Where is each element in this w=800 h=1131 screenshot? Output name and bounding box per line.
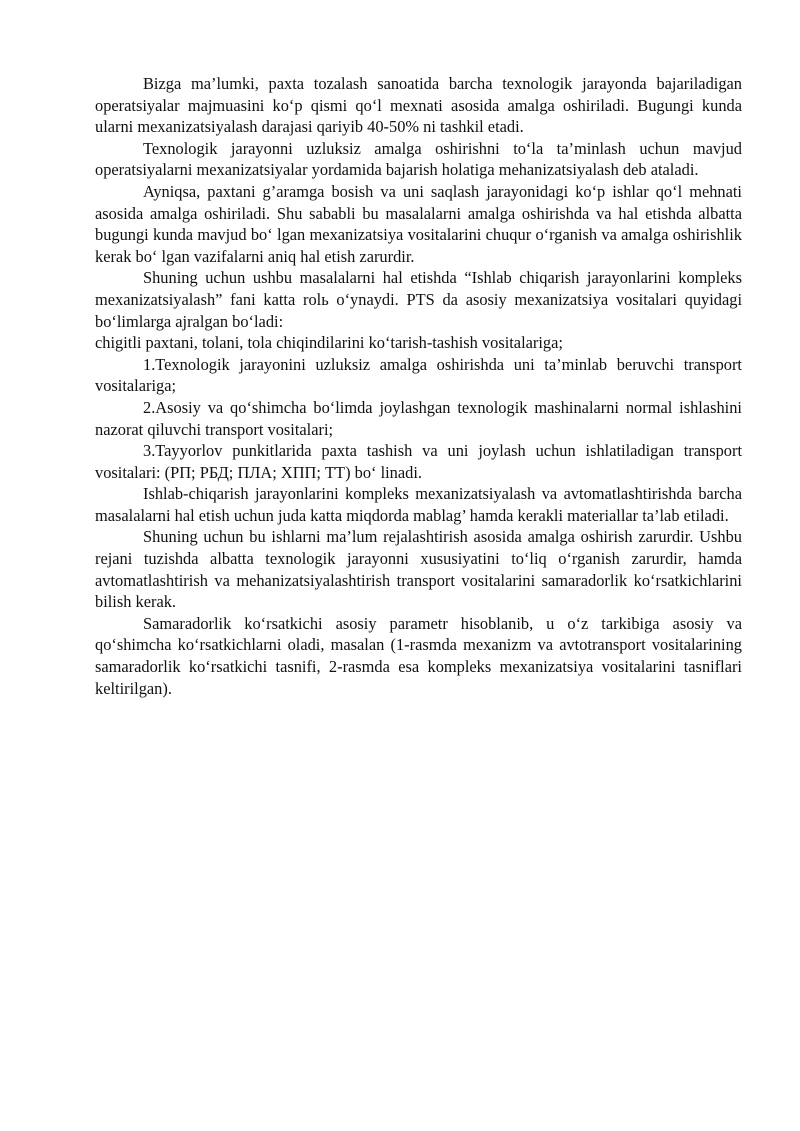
paragraph-course-role: Shuning uchun ushbu masalalarni hal etishda “Ishlab chiqarish jarayonlarini kompleks mexanizatsiyalash” fani katta rolь o‘ynaydi. PTS da asosiy mexanizatsiya vositalari quyidagi bo‘limlarga ajralgan bo‘ladi: (95, 268, 742, 331)
paragraph-efficiency: Samaradorlik ko‘rsatkichi asosiy parametr hisoblanib, u o‘z tarkibiga asosiy va qo‘shimcha ko‘rsatkichlarni oladi, masalan (1-rasmda mexanizm va avtotransport vositalarining samaradorlik ko‘rsatkichi tasnifi, 2-rasmda esa kompleks mexanizatsiya vositalarini tasniflari keltirilgan). (95, 613, 742, 698)
paragraph-planning: Shuning uchun bu ishlarni ma’lum rejalashtirish asosida amalga oshirish zarurdir. Ushbu rejani tuzishda albatta texnologik jarayonni xususiyatini to‘liq o‘rganish zarurdir, hamda avtomatlashtirish va mehanizatsiyalashtirish transport vositalarini samaradorlik ko‘rsatkichlarini bilish kerak. (95, 527, 742, 612)
list-item-3: 3.Tayyorlov punkitlarida paxta tashish va uni joylash uchun ishlatiladigan transport vositalari: (РП; РБД; ПЛА; ХПП; ТТ) bo‘ linadi. (95, 441, 742, 482)
paragraph-resources: Ishlab-chiqarish jarayonlarini kompleks mexanizatsiyalash va avtomatlashtirishda barcha masalalarni hal etish uchun juda katta miqdorda mablag’ hamda kerakli materiallar ta’lab etiladi. (95, 484, 742, 525)
paragraph-list-lead: chigitli paxtani, tolani, tola chiqindilarini ko‘tarish-tashish vositalariga; (95, 333, 563, 353)
paragraph-definition: Texnologik jarayonni uzluksiz amalga oshirishni to‘la ta’minlash uchun mavjud operatsiyalarni mexanizatsiyalar yordamida bajarish holatiga mehanizatsiyalash deb ataladi. (95, 138, 742, 180)
document-body (95, 73, 742, 699)
list-item-2: 2.Asosiy va qo‘shimcha bo‘limda joylashgan texnologik mashinalarni normal ishlashini nazorat qiluvchi transport vositalari; (95, 397, 742, 439)
list-item-1: 1.Texnologik jarayonini uzluksiz amalga oshirishda uni ta’minlab beruvchi transport vositalariga; (95, 354, 742, 396)
paragraph-storage: Ayniqsa, paxtani g’aramga bosish va uni saqlash jarayonidagi ko‘p ishlar qo‘l mehnati asosida amalga oshiriladi. Shu sababli bu masalalarni amalga oshirishda va hal etishda albatta bugungi kunda mavjud bo‘ lgan mexanizatsiya vositalarini chuqur o‘rganish va amalga oshirishlik kerak bo‘ lgan vazifalarni aniq hal etish zarurdir. (95, 181, 742, 266)
paragraph-intro: Bizga ma’lumki, paxta tozalash sanoatida barcha texnologik jarayonda bajariladigan operatsiyalar majmuasini ko‘p qismi qo‘l mexnati asosida amalga oshiriladi. Bugungi kunda ularni mexanizatsiyalash darajasi qariyib 40-50% ni tashkil etadi. (95, 74, 742, 137)
